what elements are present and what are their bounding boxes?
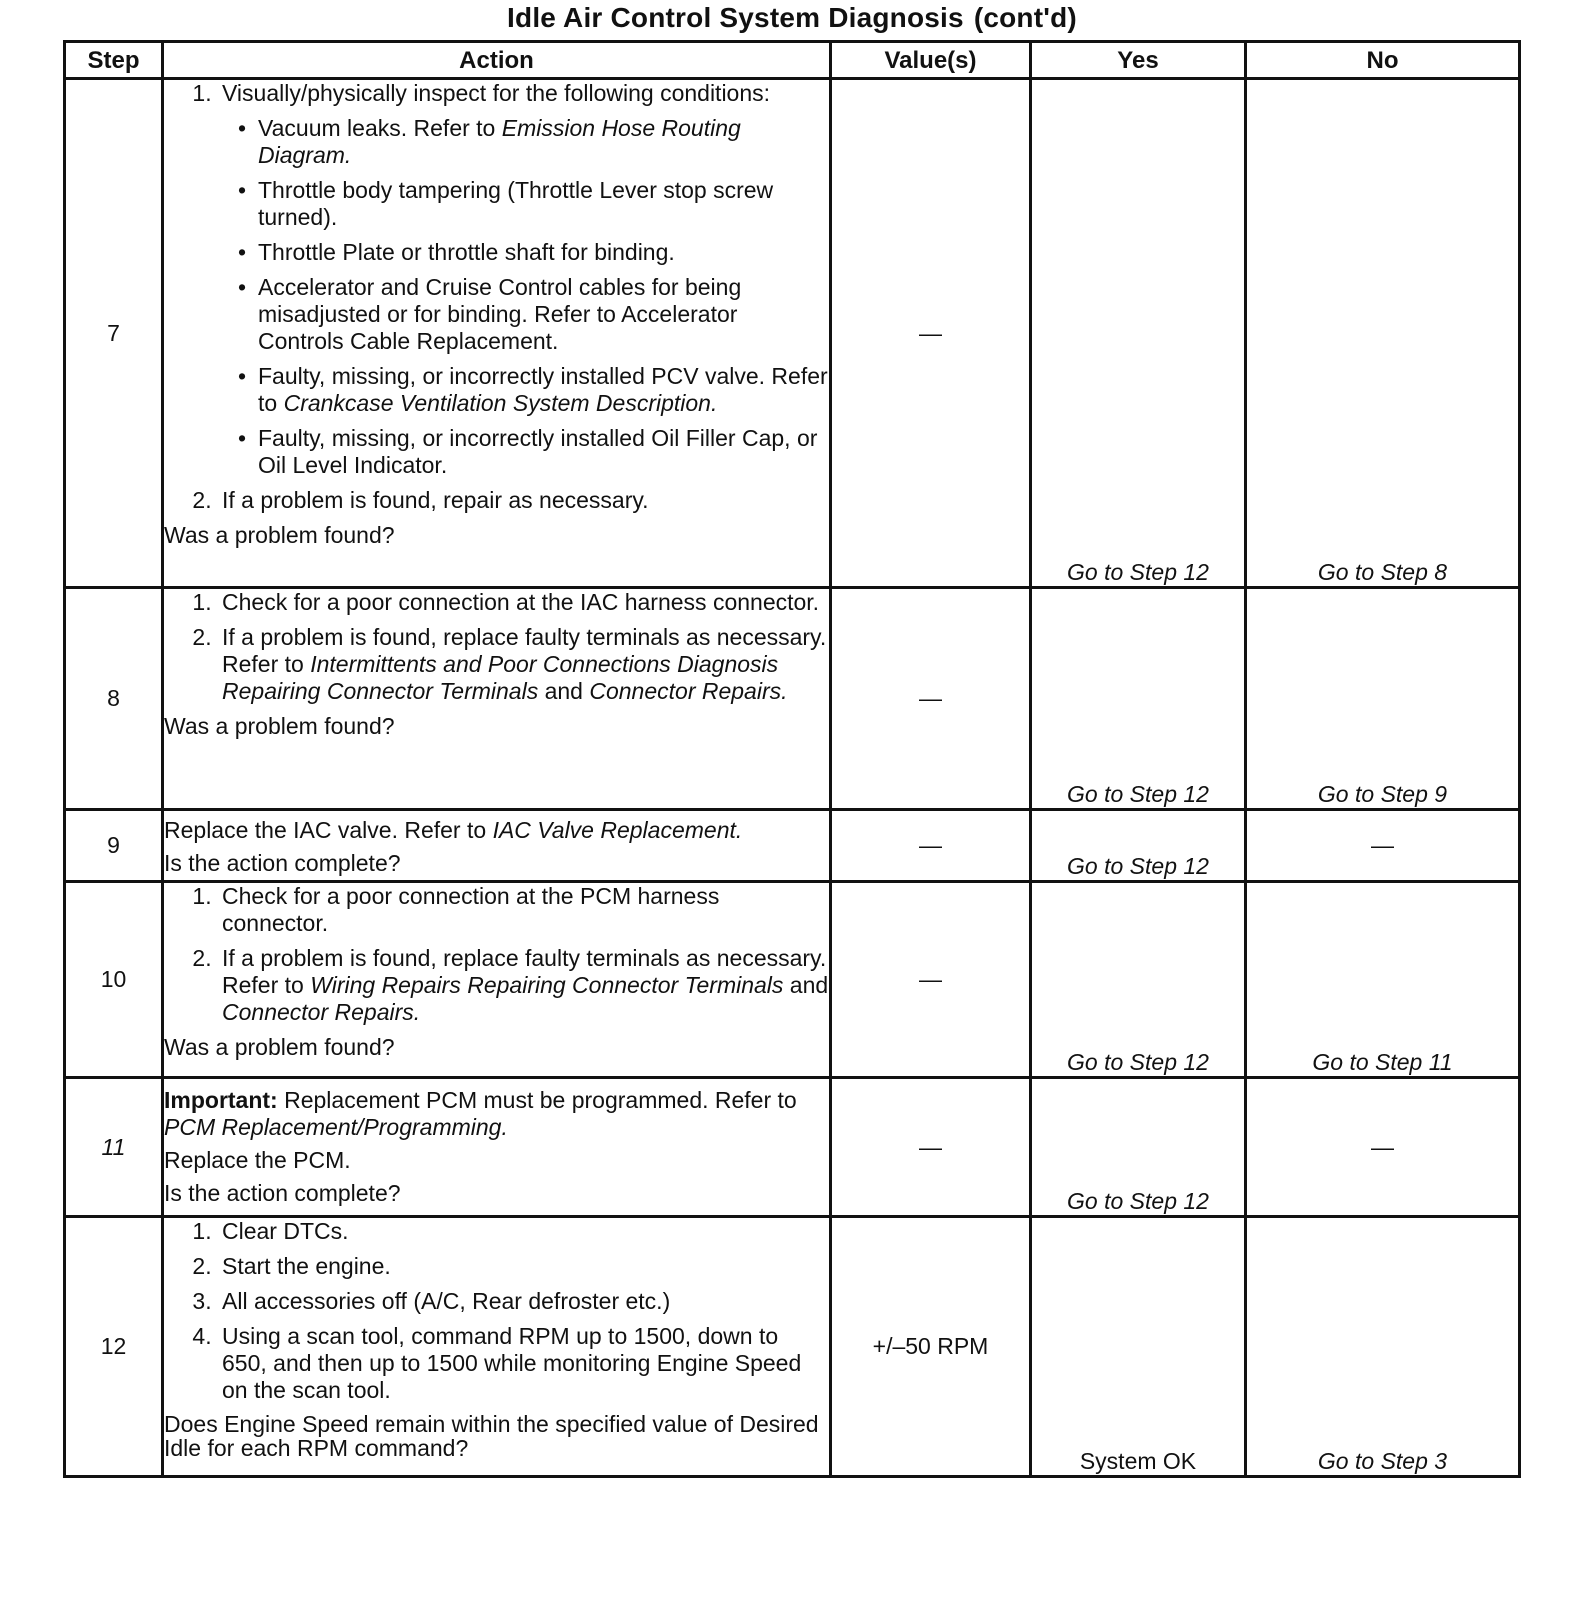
yes-cell: Go to Step 12 bbox=[1031, 1078, 1246, 1217]
step-number: 9 bbox=[65, 810, 163, 882]
no-cell: Go to Step 11 bbox=[1246, 882, 1520, 1078]
action-question: Was a problem found? bbox=[164, 522, 395, 548]
value-cell: — bbox=[831, 79, 1031, 588]
condition-item bbox=[258, 177, 829, 231]
reference-link-text: Connector Repairs. bbox=[222, 999, 421, 1025]
condition-text: Accelerator and Cruise Control cables for being misadjusted or for binding. Refer to Accelerator Controls Cable Replacement. bbox=[258, 274, 742, 354]
condition-item bbox=[258, 239, 829, 266]
action-step bbox=[218, 487, 829, 514]
header-values: Value(s) bbox=[831, 42, 1031, 79]
action-steps bbox=[164, 883, 829, 1026]
action-cell bbox=[163, 1078, 831, 1217]
header-action: Action bbox=[163, 42, 831, 79]
action-line: Replace the PCM. bbox=[164, 1147, 351, 1173]
important-note bbox=[164, 1087, 829, 1141]
yes-cell: Go to Step 12 bbox=[1031, 79, 1246, 588]
step-number: 11 bbox=[65, 1078, 163, 1217]
value-cell: — bbox=[831, 588, 1031, 810]
action-cell bbox=[163, 79, 831, 588]
condition-text: Throttle body tampering (Throttle Lever stop screw turned). bbox=[258, 177, 774, 230]
no-cell: Go to Step 3 bbox=[1246, 1217, 1520, 1477]
reference-link-text: Intermittents and Poor Connections Diagnosis Repairing Connector Terminals bbox=[222, 651, 779, 704]
action-cell bbox=[163, 1217, 831, 1477]
no-cell: — bbox=[1246, 810, 1520, 882]
step-number: 10 bbox=[65, 882, 163, 1078]
action-step-text: Check for a poor connection at the IAC harness connector. bbox=[222, 589, 820, 615]
header-step: Step bbox=[65, 42, 163, 79]
table-row bbox=[65, 588, 1520, 810]
no-cell: Go to Step 8 bbox=[1246, 79, 1520, 588]
value-cell: — bbox=[831, 882, 1031, 1078]
action-step-text: Check for a poor connection at the PCM harness connector. bbox=[222, 883, 720, 936]
yes-cell: Go to Step 12 bbox=[1031, 810, 1246, 882]
step-number: 7 bbox=[65, 79, 163, 588]
action-step-text: Visually/physically inspect for the following conditions: bbox=[222, 80, 771, 106]
action-step-text: Using a scan tool, command RPM up to 1500, down to 650, and then up to 1500 while monitoring Engine Speed on the scan tool. bbox=[222, 1323, 802, 1403]
action-steps bbox=[164, 80, 829, 514]
condition-item bbox=[258, 274, 829, 355]
action-cell bbox=[163, 882, 831, 1078]
reference-link-text: Connector Repairs. bbox=[589, 678, 788, 704]
table-row bbox=[65, 79, 1520, 588]
condition-list bbox=[222, 115, 829, 479]
header-row bbox=[65, 42, 1520, 79]
page-title bbox=[0, 2, 1584, 34]
table-row bbox=[65, 1217, 1520, 1477]
no-cell: Go to Step 9 bbox=[1246, 588, 1520, 810]
condition-text: Vacuum leaks. Refer to bbox=[258, 115, 502, 141]
value-cell: +/–50 RPM bbox=[831, 1217, 1031, 1477]
step-number: 8 bbox=[65, 588, 163, 810]
table-row bbox=[65, 810, 1520, 882]
title-suffix: (cont'd) bbox=[973, 2, 1077, 33]
action-step bbox=[218, 80, 829, 479]
reference-link-text: Wiring Repairs Repairing Connector Terminals bbox=[310, 972, 784, 998]
step-number: 12 bbox=[65, 1217, 163, 1477]
action-step bbox=[218, 624, 829, 705]
action-step bbox=[218, 945, 829, 1026]
action-step-text: All accessories off (A/C, Rear defroster etc.) bbox=[222, 1288, 671, 1314]
yes-cell: Go to Step 12 bbox=[1031, 882, 1246, 1078]
reference-link-text: PCM Replacement/Programming. bbox=[164, 1114, 508, 1140]
reference-link-text: Emission Hose Routing Diagram. bbox=[258, 115, 741, 168]
yes-cell: Go to Step 12 bbox=[1031, 588, 1246, 810]
action-step-text: If a problem is found, repair as necessary. bbox=[222, 487, 649, 513]
title-main: Idle Air Control System Diagnosis bbox=[507, 2, 964, 33]
condition-item bbox=[258, 363, 829, 417]
condition-item bbox=[258, 115, 829, 169]
action-step bbox=[218, 1323, 829, 1404]
action-step bbox=[218, 883, 829, 937]
value-cell: — bbox=[831, 810, 1031, 882]
action-steps bbox=[164, 1218, 829, 1404]
no-cell: — bbox=[1246, 1078, 1520, 1217]
condition-item bbox=[258, 425, 829, 479]
action-cell bbox=[163, 588, 831, 810]
action-step bbox=[218, 1253, 829, 1280]
action-cell bbox=[163, 810, 831, 882]
action-step-text: If a problem is found, replace faulty terminals as necessary. Refer to bbox=[222, 945, 827, 998]
action-question: Does Engine Speed remain within the specified value of Desired Idle for each RPM command? bbox=[164, 1411, 819, 1461]
table-row bbox=[65, 882, 1520, 1078]
action-question: Was a problem found? bbox=[164, 1034, 395, 1060]
action-step-text: If a problem is found, replace faulty terminals as necessary. Refer to bbox=[222, 624, 827, 677]
action-step-text: Clear DTCs. bbox=[222, 1218, 349, 1244]
action-step bbox=[218, 589, 829, 616]
value-cell: — bbox=[831, 1078, 1031, 1217]
action-question: Is the action complete? bbox=[164, 1180, 401, 1206]
table-row bbox=[65, 1078, 1520, 1217]
action-step-text: Replacement PCM must be programmed. Refer to bbox=[277, 1087, 797, 1113]
important-label: Important: bbox=[164, 1087, 278, 1113]
yes-cell: System OK bbox=[1031, 1217, 1246, 1477]
action-step-text: Start the engine. bbox=[222, 1253, 391, 1279]
action-step-text: Replace the IAC valve. Refer to bbox=[164, 817, 493, 843]
action-steps bbox=[164, 589, 829, 705]
action-step bbox=[218, 1218, 829, 1245]
reference-link-text: IAC Valve Replacement. bbox=[492, 817, 743, 843]
condition-text: Faulty, missing, or incorrectly installed Oil Filler Cap, or Oil Level Indicator. bbox=[258, 425, 818, 478]
action-step-text: and bbox=[538, 678, 590, 704]
action-step-text: and bbox=[783, 972, 829, 998]
action-question: Is the action complete? bbox=[164, 850, 401, 876]
diagnosis-table bbox=[63, 40, 1521, 1478]
reference-link-text: Crankcase Ventilation System Description. bbox=[283, 390, 718, 416]
condition-text: Throttle Plate or throttle shaft for binding. bbox=[258, 239, 675, 265]
condition-text: Faulty, missing, or incorrectly installed PCV valve. Refer to bbox=[258, 363, 828, 416]
header-yes: Yes bbox=[1031, 42, 1246, 79]
action-question: Was a problem found? bbox=[164, 713, 395, 739]
action-step bbox=[218, 1288, 829, 1315]
action-line bbox=[164, 817, 829, 844]
header-no: No bbox=[1246, 42, 1520, 79]
